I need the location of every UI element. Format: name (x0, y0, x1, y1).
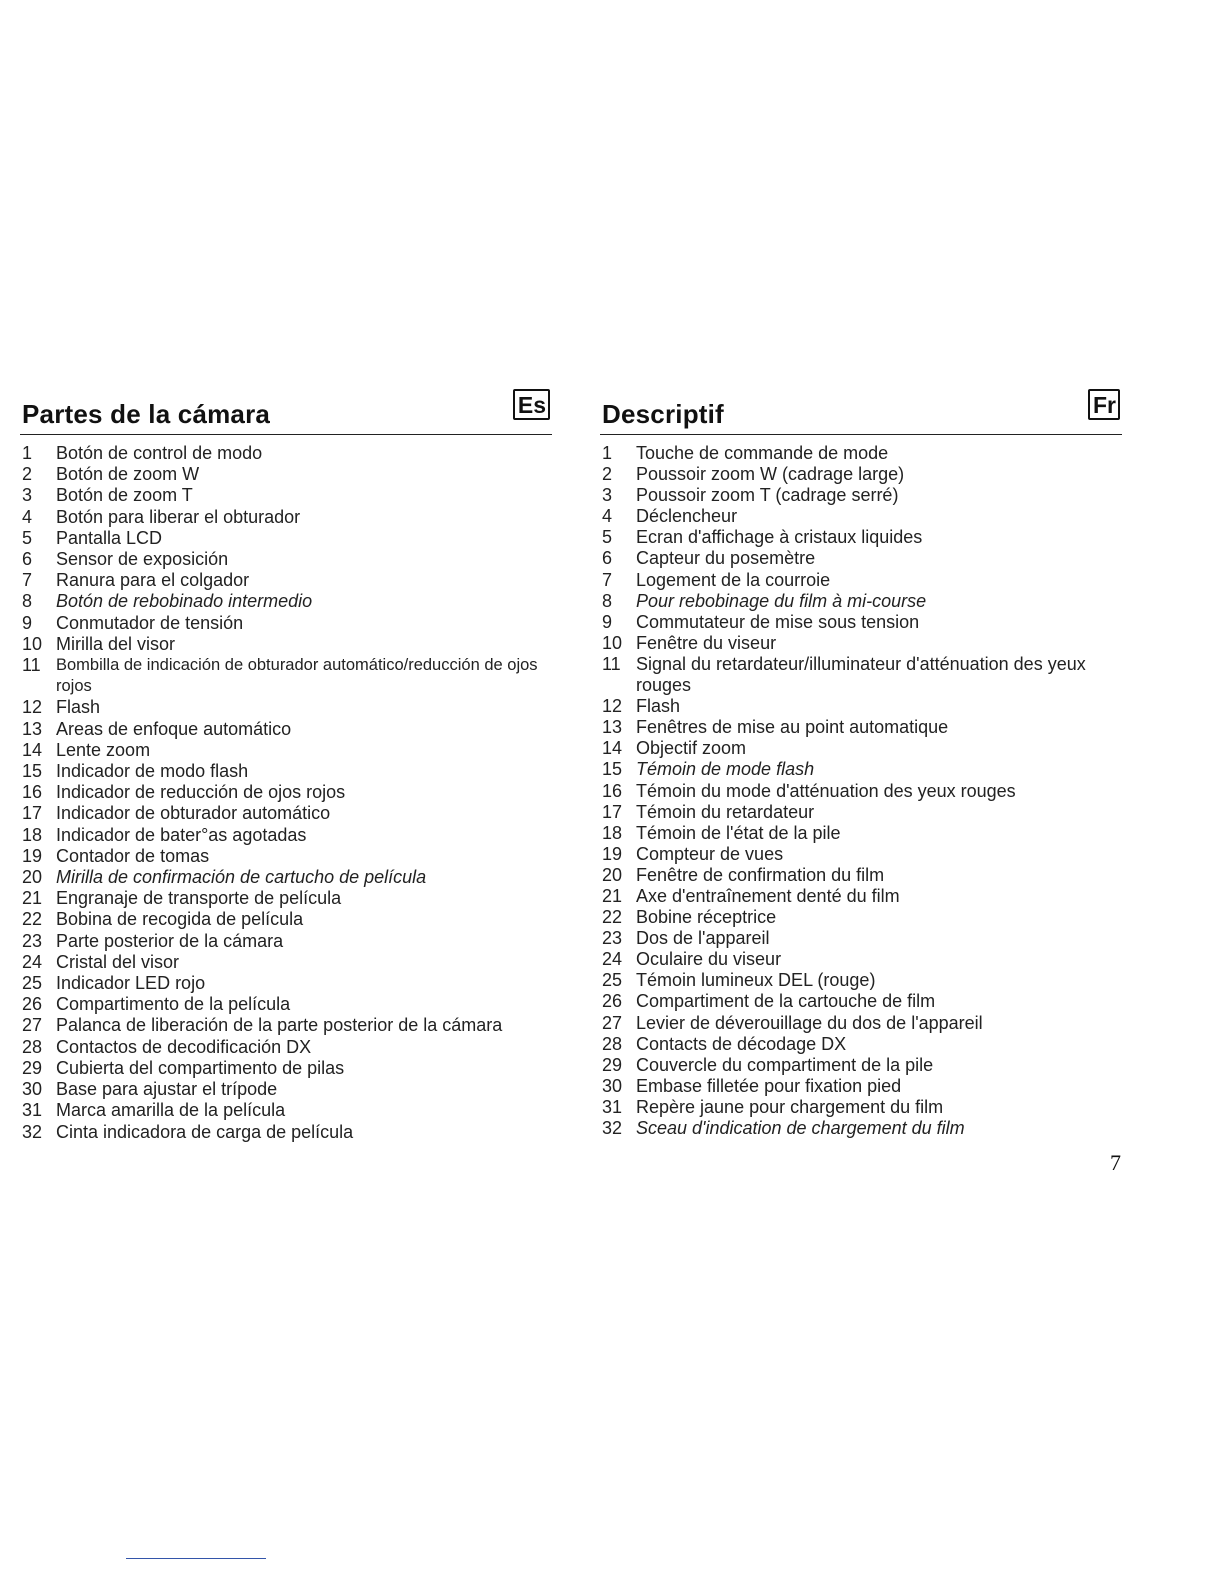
item-label: Lente zoom (56, 739, 151, 760)
item-label: Fenêtres de mise au point automatique (636, 717, 949, 738)
list-item (20, 761, 552, 782)
item-number: 16 (602, 780, 623, 801)
item-number: 15 (22, 761, 43, 782)
list-item (20, 952, 552, 973)
list-item (600, 633, 1122, 654)
item-label: Embase filletée pour fixation pied (636, 1075, 902, 1096)
item-number: 10 (22, 633, 43, 654)
list-item (600, 781, 1122, 802)
item-label: Sceau d'indication de chargement du film (636, 1118, 965, 1138)
item-label: Fenêtre du viseur (636, 632, 777, 653)
item-number: 32 (602, 1118, 623, 1138)
item-number: 11 (602, 653, 621, 674)
item-number: 28 (22, 1036, 43, 1057)
item-label: Conmutador de tensión (56, 612, 244, 633)
item-number: 30 (22, 1079, 43, 1100)
item-label: Objectif zoom (636, 738, 747, 759)
list-item (600, 759, 1122, 780)
item-label: Cristal del visor (56, 951, 180, 972)
language-badge-es: Es (513, 389, 550, 420)
item-number: 14 (22, 739, 43, 760)
item-label: Couvercle du compartiment de la pile (636, 1054, 934, 1075)
list-item (600, 443, 1122, 464)
item-number: 6 (602, 548, 613, 569)
item-number: 2 (22, 464, 33, 485)
item-number: 21 (602, 885, 623, 906)
french-header (600, 382, 1122, 435)
list-item (20, 782, 552, 803)
item-number: 7 (22, 570, 33, 591)
language-badge-fr: Fr (1088, 389, 1120, 420)
item-label: Dos de l'appareil (636, 928, 770, 949)
list-item (20, 613, 552, 634)
list-item (20, 931, 552, 952)
list-item (600, 886, 1122, 907)
item-label: Mirilla de confirmación de cartucho de película (56, 867, 427, 888)
list-item (600, 464, 1122, 485)
item-number: 18 (22, 824, 43, 845)
item-label: Témoin du retardateur (636, 801, 815, 822)
item-number: 24 (602, 949, 623, 970)
item-label: Botón de zoom W (56, 464, 200, 485)
item-label: Base para ajustar el trípode (56, 1079, 278, 1100)
item-number: 20 (22, 867, 43, 888)
item-label: Ecran d'affichage à cristaux liquides (636, 527, 923, 548)
item-number: 31 (602, 1096, 623, 1117)
list-item (600, 844, 1122, 865)
item-label: Flash (56, 697, 101, 718)
list-item (600, 717, 1122, 738)
list-item (600, 696, 1122, 717)
list-item (600, 591, 1122, 612)
item-number: 22 (22, 909, 43, 930)
item-label: Déclencheur (636, 506, 738, 527)
item-number: 1 (602, 443, 613, 463)
list-item (20, 1122, 552, 1143)
item-number: 10 (602, 632, 623, 653)
item-label: Compteur de vues (636, 843, 784, 864)
item-number: 18 (602, 822, 623, 843)
list-item (20, 443, 552, 464)
list-item (20, 994, 552, 1015)
item-label: Ranura para el colgador (56, 570, 250, 591)
french-parts-list (600, 443, 1122, 1139)
list-item (20, 1079, 552, 1100)
spanish-header (20, 382, 552, 435)
french-section (600, 382, 1122, 1139)
item-label: Compartiment de la cartouche de film (636, 991, 936, 1012)
list-item (600, 1013, 1122, 1034)
list-item (20, 719, 552, 740)
item-number: 21 (22, 888, 43, 909)
item-label: Contactos de decodificación DX (56, 1036, 312, 1057)
item-label: Botón de control de modo (56, 443, 263, 463)
item-number: 19 (602, 843, 623, 864)
item-number: 11 (22, 655, 41, 676)
item-label: Témoin du mode d'atténuation des yeux rouges (636, 780, 1016, 801)
list-item (600, 738, 1122, 759)
list-item (20, 634, 552, 655)
item-label: Commutateur de mise sous tension (636, 611, 920, 632)
item-label: Témoin lumineux DEL (rouge) (636, 970, 876, 991)
item-label: Palanca de liberación de la parte posterior de la cámara (56, 1015, 503, 1036)
list-item (20, 1100, 552, 1121)
list-item (20, 507, 552, 528)
item-number: 32 (22, 1121, 43, 1142)
list-item (600, 1034, 1122, 1055)
item-number: 5 (22, 527, 33, 548)
item-label: Témoin de mode flash (636, 759, 815, 780)
list-item (20, 803, 552, 824)
list-item (20, 1015, 552, 1036)
item-label: Touche de commande de mode (636, 443, 889, 463)
item-label: Sensor de exposición (56, 549, 229, 570)
item-number: 17 (602, 801, 623, 822)
item-number: 12 (602, 696, 623, 717)
spanish-parts-list (20, 443, 552, 1143)
item-label: Botón para liberar el obturador (56, 506, 301, 527)
item-label: Témoin de l'état de la pile (636, 822, 841, 843)
list-item (20, 740, 552, 761)
list-item (20, 973, 552, 994)
list-item (600, 1076, 1122, 1097)
item-number: 23 (602, 928, 623, 949)
item-number: 30 (602, 1075, 623, 1096)
item-number: 26 (602, 991, 623, 1012)
list-item (600, 928, 1122, 949)
list-item (600, 802, 1122, 823)
list-item (600, 1118, 1122, 1139)
item-label: Contacts de décodage DX (636, 1033, 847, 1054)
list-item (600, 548, 1122, 569)
list-item (600, 1055, 1122, 1076)
item-number: 16 (22, 782, 43, 803)
item-number: 3 (22, 485, 33, 506)
item-label: Poussoir zoom W (cadrage large) (636, 464, 905, 485)
spanish-section (20, 382, 552, 1143)
list-item (20, 570, 552, 591)
list-item (20, 825, 552, 846)
item-label: Repère jaune pour chargement du film (636, 1096, 944, 1117)
item-number: 7 (602, 569, 613, 590)
item-number: 9 (602, 611, 613, 632)
list-item (20, 1058, 552, 1079)
item-label: Fenêtre de confirmation du film (636, 864, 885, 885)
item-label: Bombilla de indicación de obturador automático/reducción de ojos rojos (56, 656, 538, 696)
item-label: Capteur du posemètre (636, 548, 816, 569)
item-number: 13 (22, 718, 43, 739)
item-label: Bobina de recogida de película (56, 909, 304, 930)
item-label: Axe d'entraînement denté du film (636, 885, 900, 906)
spanish-title: Partes de la cámara (22, 399, 271, 429)
list-item (20, 591, 552, 612)
item-number: 8 (22, 591, 33, 612)
list-item (20, 549, 552, 570)
item-number: 29 (22, 1057, 43, 1078)
list-item (20, 528, 552, 549)
page-number: 7 (1110, 1150, 1121, 1175)
item-number: 13 (602, 717, 623, 738)
item-number: 25 (22, 973, 43, 994)
item-number: 25 (602, 970, 623, 991)
item-number: 6 (22, 549, 33, 570)
item-label: Poussoir zoom T (cadrage serré) (636, 485, 899, 506)
list-item (20, 867, 552, 888)
item-label: Mirilla del visor (56, 633, 176, 654)
item-number: 20 (602, 864, 623, 885)
item-label: Parte posterior de la cámara (56, 930, 284, 951)
list-item (20, 888, 552, 909)
list-item (20, 697, 552, 718)
item-number: 23 (22, 930, 43, 951)
list-item (600, 991, 1122, 1012)
item-label: Cubierta del compartimento de pilas (56, 1057, 345, 1078)
item-label: Flash (636, 696, 681, 717)
item-number: 14 (602, 738, 623, 759)
item-number: 8 (602, 590, 613, 611)
list-item (600, 506, 1122, 527)
item-number: 2 (602, 464, 613, 485)
list-item (600, 1097, 1122, 1118)
item-label: Contador de tomas (56, 845, 210, 866)
list-item (600, 907, 1122, 928)
item-number: 26 (22, 994, 43, 1015)
list-item (20, 1037, 552, 1058)
list-item (20, 464, 552, 485)
item-number: 27 (22, 1015, 43, 1036)
item-number: 22 (602, 907, 623, 928)
list-item (20, 846, 552, 867)
item-label: Compartimento de la película (56, 994, 291, 1015)
list-item (20, 655, 552, 697)
item-label: Botón de zoom T (56, 485, 193, 506)
item-number: 1 (22, 443, 33, 463)
item-label: Indicador de bater°as agotadas (56, 824, 307, 845)
list-item (600, 865, 1122, 886)
list-item (600, 949, 1122, 970)
item-number: 4 (22, 506, 33, 527)
list-item (20, 909, 552, 930)
list-item (600, 823, 1122, 844)
list-item (600, 527, 1122, 548)
item-number: 28 (602, 1033, 623, 1054)
list-item (20, 485, 552, 506)
item-number: 9 (22, 612, 33, 633)
item-number: 3 (602, 485, 613, 506)
french-title: Descriptif (602, 399, 724, 429)
item-label: Pantalla LCD (56, 527, 163, 548)
item-number: 12 (22, 697, 43, 718)
item-label: Indicador de reducción de ojos rojos (56, 782, 346, 803)
list-item (600, 612, 1122, 633)
item-number: 29 (602, 1054, 623, 1075)
list-item (600, 570, 1122, 591)
item-label: Bobine réceptrice (636, 907, 777, 928)
list-item (600, 485, 1122, 506)
item-label: Levier de déverouillage du dos de l'appareil (636, 1012, 983, 1033)
item-label: Pour rebobinage du film à mi-course (636, 590, 927, 611)
item-number: 24 (22, 951, 43, 972)
item-label: Indicador LED rojo (56, 973, 206, 994)
item-label: Indicador de modo flash (56, 761, 249, 782)
item-label: Botón de rebobinado intermedio (56, 591, 313, 612)
item-label: Cinta indicadora de carga de película (56, 1121, 354, 1142)
list-item (600, 970, 1122, 991)
item-number: 19 (22, 845, 43, 866)
item-number: 31 (22, 1100, 43, 1121)
list-item (600, 654, 1122, 696)
footer-rule (126, 1558, 266, 1559)
item-label: Areas de enfoque automático (56, 718, 292, 739)
item-number: 27 (602, 1012, 623, 1033)
item-label: Signal du retardateur/illuminateur d'atténuation des yeux rouges (636, 653, 1086, 696)
item-number: 15 (602, 759, 623, 780)
item-label: Engranaje de transporte de película (56, 888, 342, 909)
item-number: 4 (602, 506, 613, 527)
item-label: Oculaire du viseur (636, 949, 782, 970)
item-number: 5 (602, 527, 613, 548)
item-label: Logement de la courroie (636, 569, 831, 590)
item-number: 17 (22, 803, 43, 824)
item-label: Marca amarilla de la película (56, 1100, 286, 1121)
item-label: Indicador de obturador automático (56, 803, 331, 824)
